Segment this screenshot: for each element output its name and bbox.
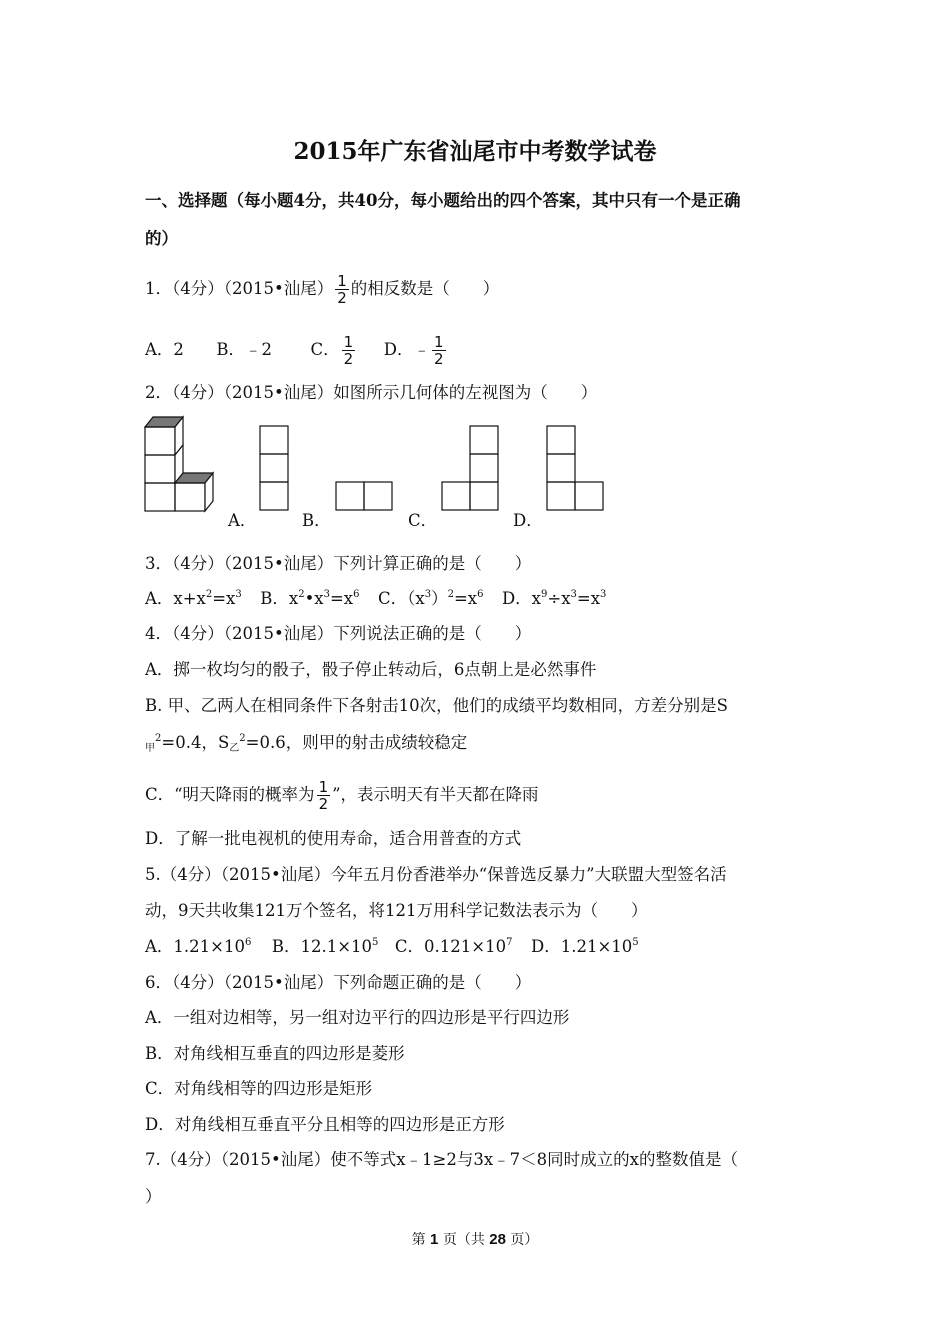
q1-option-d-fraction: $\frac{1}{2}$ [433,333,444,368]
option-d-figure [440,424,502,514]
q1-option-d: D．﹣ [383,340,430,359]
q1-option-a: A．2 [145,340,184,359]
q1-option-c-fraction: $\frac{1}{2}$ [343,333,354,368]
q4-option-b-line1: B. 甲、乙两人在相同条件下各射击10次，他们的成绩平均数相同，方差分别是S [145,696,728,715]
q3-option-c: C．$(x^3)^2=x^6$ [378,589,484,608]
q3-option-a: A．$x+x^2=x^3$ [145,589,242,608]
question-3: 3．（4分）（2015•汕尾）下列计算正确的是（ ） [145,554,532,573]
q6-option-b: B．对角线相互垂直的四边形是菱形 [145,1044,405,1063]
q6-option-d: D．对角线相互垂直平分且相等的四边形是正方形 [145,1115,505,1134]
q2-label-a: A． [228,511,257,530]
q5-option-a: A．$1.21\times 10^6$ [145,937,252,956]
question-5-options [145,936,810,958]
question-7-line2: ） [145,1187,162,1206]
question-6: 6．（4分）（2015•汕尾）下列命题正确的是（ ） [145,973,532,992]
question-5-line2: 动，9天共收集121万个签名，将121万用科学记数法表示为（ ） [145,901,648,920]
page-title: 2015年广东省汕尾市中考数学试卷 [293,138,657,165]
q2-label-b: B． [302,511,331,530]
q4-option-d: D．了解一批电视机的使用寿命，适合用普查的方式 [145,829,522,848]
q4-option-c: C．“明天降雨的概率为 $\frac{1}{2}$ ”，表示明天有半天都在降雨 [145,778,539,813]
page-number: 1 [430,1231,439,1248]
q6-option-c: C．对角线相等的四边形是矩形 [145,1079,373,1098]
option-b-figure [258,424,292,514]
option-e-figure [545,424,607,514]
q3-option-b: B．$x^2•x^3=x^6$ [260,589,360,608]
q5-option-b: B．$12.1\times 10^5$ [271,937,379,956]
q4-option-c-fraction: $\frac{1}{2}$ [318,778,329,813]
q1-prefix: 1．（4分）（2015•汕尾） [145,279,334,298]
question-3-options [145,588,810,610]
q2-label-d: D． [513,511,543,530]
question-2: 2．（4分）（2015•汕尾）如图所示几何体的左视图为（ ） [145,383,598,402]
q4-option-a: A．掷一枚均匀的骰子，骰子停止转动后，6点朝上是必然事件 [145,660,597,679]
question-1 [145,273,810,306]
question-5-line1: 5.（4分）（2015•汕尾）今年五月份香港举办“保普选反暴力”大联盟大型签名活 [145,865,727,884]
q1-option-b: B．﹣2 [216,340,273,359]
q3-option-d: D．$x^9\div x^3=x^3$ [501,589,607,608]
q6-option-a: A．一组对边相等，另一组对边平行的四边形是平行四边形 [145,1008,570,1027]
section-heading-line1: 一、选择题（每小题4分，共40分，每小题给出的四个答案，其中只有一个是正确 [145,191,741,210]
question-7-line1: 7.（4分）（2015•汕尾）使不等式x﹣1≥2与3x﹣7＜8同时成立的x的整数值是（ [145,1150,738,1169]
q1-option-c: C． [310,340,340,359]
q4-option-b-line2: $_甲^2$=0.4，$S_乙^2=0.6$，则甲的射击成绩较稳定 [145,733,468,754]
q1-fraction: $\frac{1}{2}$ [337,272,347,307]
q1-suffix: 的相反数是（ ） [350,279,500,298]
q5-option-c: C．$0.121\times 10^7$ [394,937,513,956]
question-4: 4．（4分）（2015•汕尾）下列说法正确的是（ ） [145,624,532,643]
q2-label-c: C． [408,511,438,530]
option-c-figure [334,480,396,514]
solid-figure [140,412,220,516]
q5-option-d: D．$1.21\times 10^5$ [530,937,639,956]
section-heading-line2: 的） [145,229,178,248]
question-1-options [145,334,810,367]
page-footer: 第 1 页（共 28 页） [411,1231,539,1248]
page-total: 28 [489,1231,506,1248]
